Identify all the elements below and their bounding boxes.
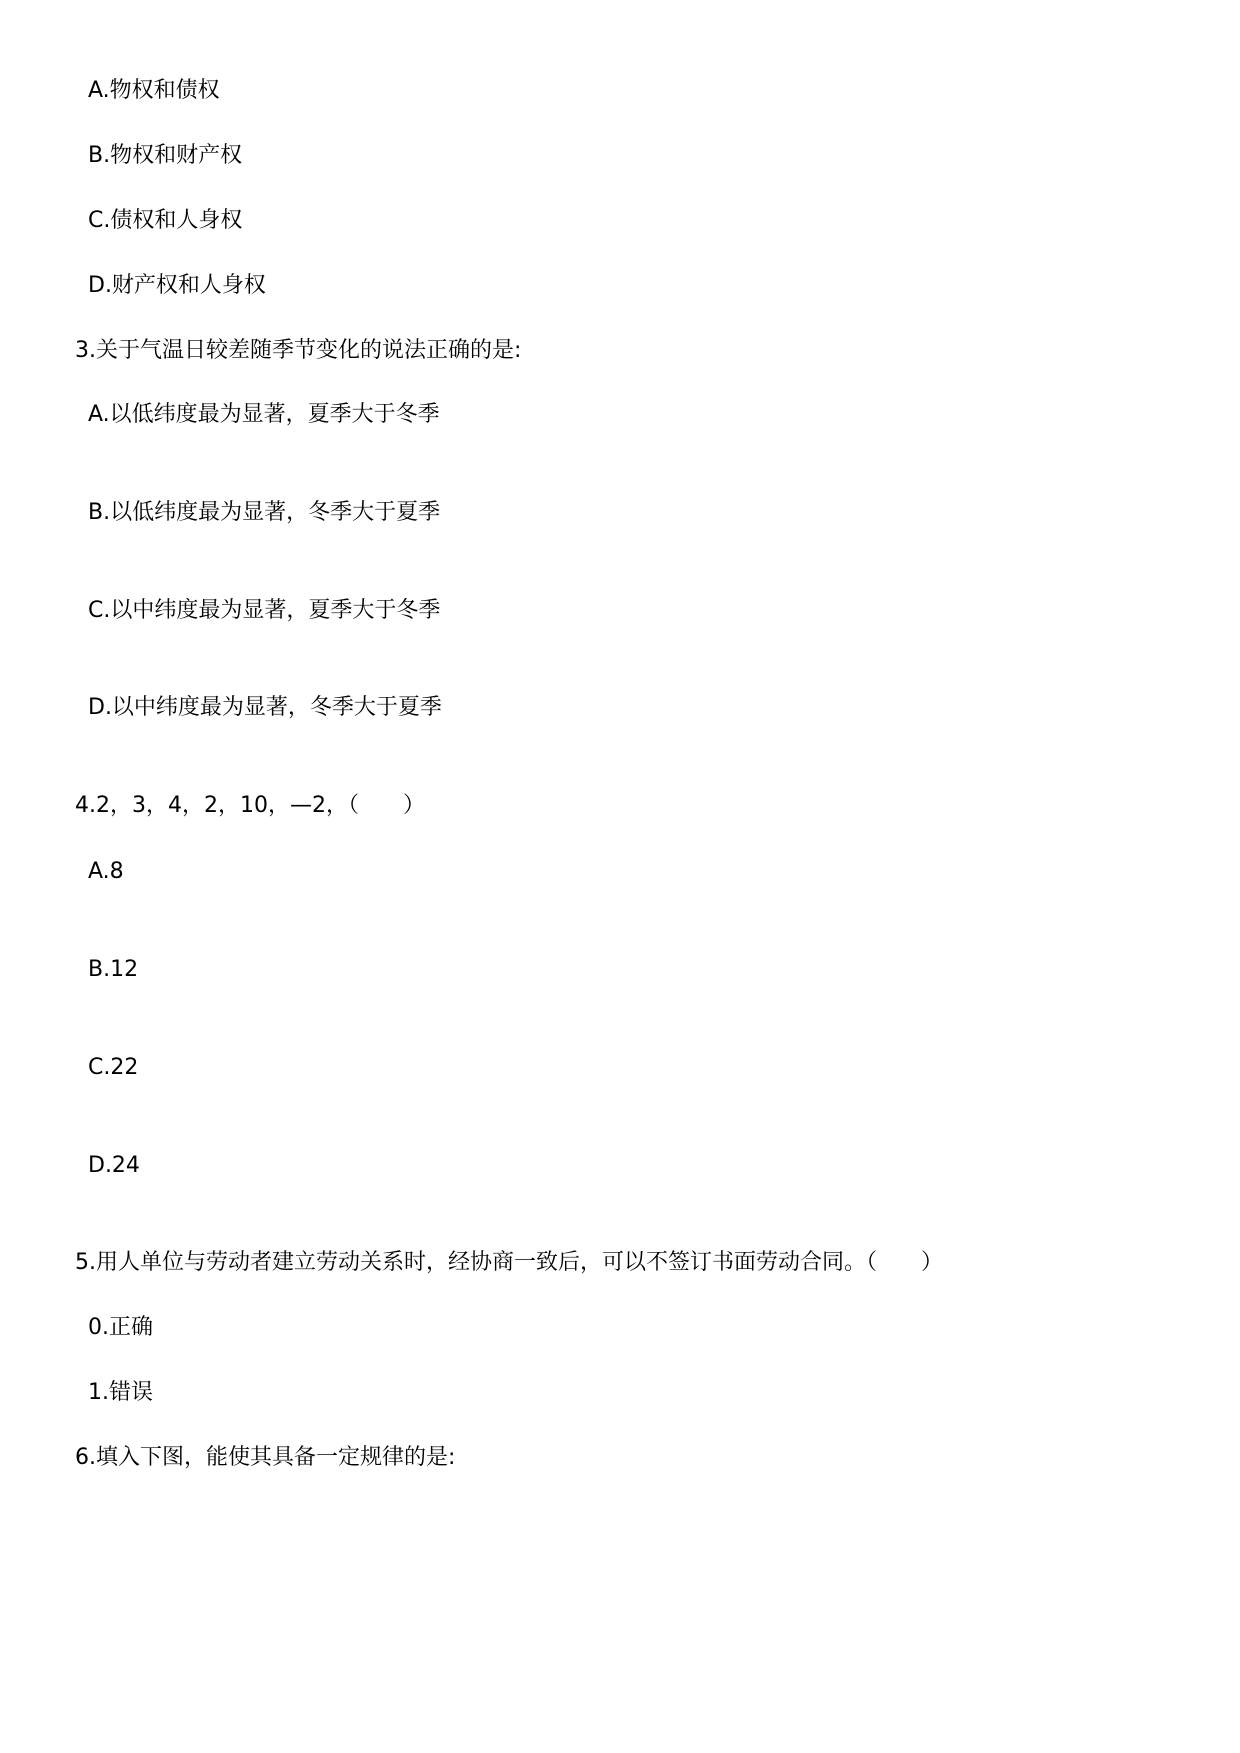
q6-stem: 6.填入下图，能使其具备一定规律的是: xyxy=(75,1445,456,1470)
q4-stem: 4.2，3，4，2，10，—2，（ ） xyxy=(75,793,425,818)
q5-option-0: 0.正确 xyxy=(88,1315,153,1340)
q3-option-b: B.以低纬度最为显著，冬季大于夏季 xyxy=(88,500,441,525)
q5-option-1: 1.错误 xyxy=(88,1380,153,1405)
q4-option-c: C.22 xyxy=(88,1055,139,1080)
q4-option-a: A.8 xyxy=(88,859,124,884)
q3-stem: 3.关于气温日较差随季节变化的说法正确的是: xyxy=(75,338,522,363)
q5-stem: 5.用人单位与劳动者建立劳动关系时，经协商一致后，可以不签订书面劳动合同。（ ） xyxy=(75,1250,943,1275)
q3-option-d: D.以中纬度最为显著，冬季大于夏季 xyxy=(88,695,442,720)
q4-option-b: B.12 xyxy=(88,957,139,982)
q3-option-a: A.以低纬度最为显著，夏季大于冬季 xyxy=(88,402,440,427)
q2-option-b: B.物权和财产权 xyxy=(88,143,243,168)
q2-option-a: A.物权和债权 xyxy=(88,78,220,103)
q3-option-c: C.以中纬度最为显著，夏季大于冬季 xyxy=(88,598,441,623)
q2-option-d: D.财产权和人身权 xyxy=(88,273,266,298)
q2-option-c: C.债权和人身权 xyxy=(88,208,243,233)
q4-option-d: D.24 xyxy=(88,1153,140,1178)
